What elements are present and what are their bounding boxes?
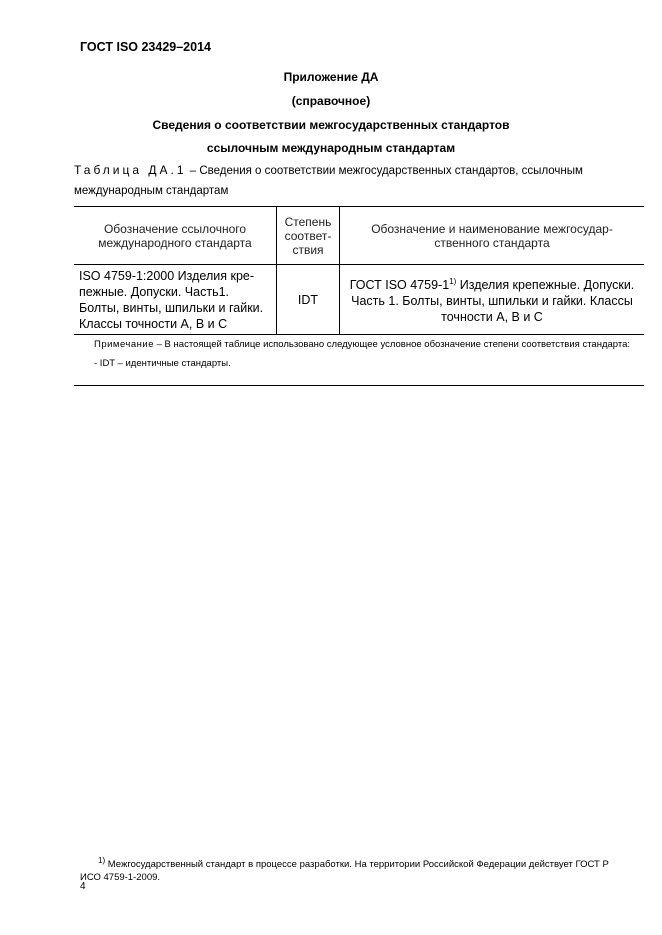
header-national-standard: Обозначение и наименование межгосударственного стандарта [340,207,645,265]
table-header-row [74,207,644,265]
table-caption-label: Таблица ДА.1 [74,163,187,177]
footnote-text: Межгосударственный стандарт в процессе разработки. На территории Российской Федерации действует ГОСТ Р ИСО 4759-1-2009. [80,859,609,884]
header-international-standard: Обозначение ссылочного международного стандарта [74,207,277,265]
document-code: ГОСТ ISO 23429–2014 [80,40,211,54]
national-standard-code: ГОСТ ISO 4759-1 [349,278,450,293]
note-label: Примечание [94,339,154,350]
annex-title: Приложение ДА [283,70,379,84]
page-number: 4 [80,881,86,892]
annex-heading-line-2: ссылочным международным стандартам [206,141,456,155]
cell-national-standard [340,265,645,335]
cell-international-standard: ISO 4759-1:2000 Изделия крепежные. Допуски. Часть1. Болты, винты, шпильки и гайки. Классы точности А, В и С [79,268,264,331]
table-caption-dash: – [186,165,200,177]
table-caption-text: Сведения о соответствии межгосударственных стандартов, ссылочным международным стандартам [74,165,583,197]
table-note-row [74,335,644,386]
header-degree: Степень соответствия [277,207,340,265]
cell-degree: IDT [277,265,340,335]
table-row [74,265,644,335]
annex-heading-line-1: Сведения о соответствии межгосударственных стандартов [152,118,510,132]
footnote-ref: 1) [449,276,457,286]
footnote [80,854,620,884]
annex-type: (справочное) [291,94,371,108]
footnote-marker: 1) [98,856,106,865]
national-standard-title: Изделия крепежные. Допуски. Часть 1. Болты, винты, шпильки и гайки. Классы точности А, В и С [351,278,635,325]
table-caption [74,160,634,201]
note-item: - IDT – идентичные стандарты. [94,358,231,369]
correspondence-table [74,206,644,386]
table-note [74,335,644,386]
note-text: – В настоящей таблице использовано следующее условное обозначение степени соответствия стандарта: [154,339,631,350]
